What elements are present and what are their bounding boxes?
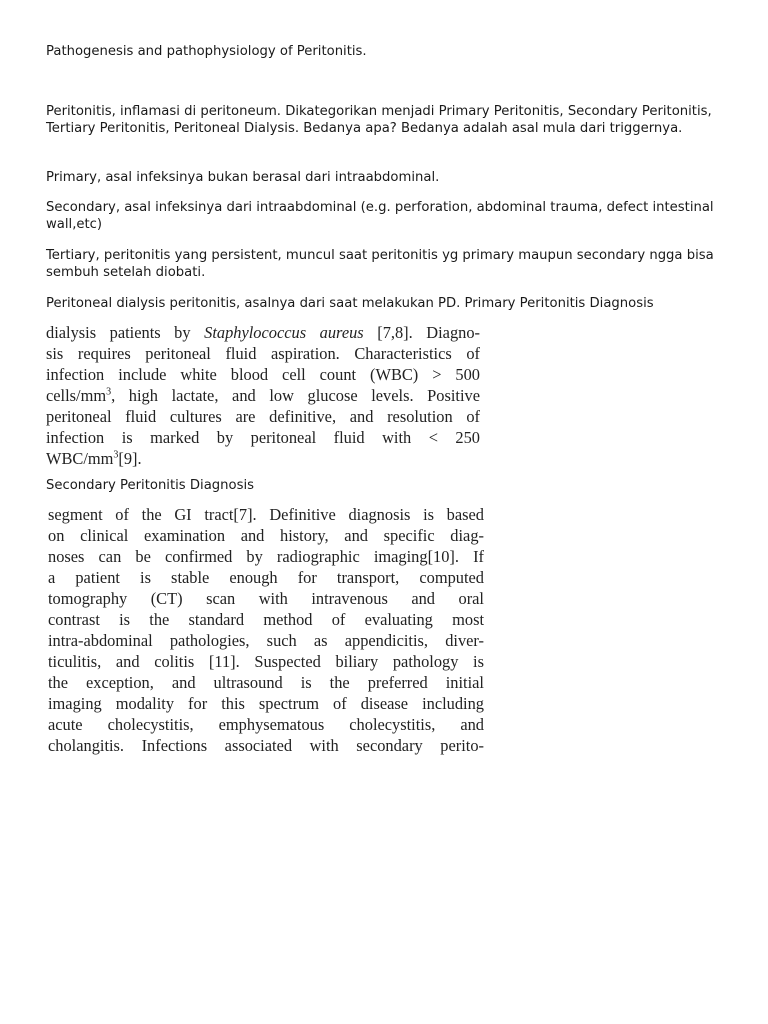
excerpt-line: cells/$mm^3$, high lactate, and low glucose levels. Positive [46, 386, 480, 405]
excerpt-line: infection is marked by peritoneal fluid with < 250 [46, 428, 480, 447]
excerpt-line: ticulitis, and colitis [11]. Suspected biliary pathology is [48, 652, 484, 671]
excerpt-line: acute cholecystitis, emphysematous cholecystitis, and [48, 715, 484, 734]
excerpt-line: a patient is stable enough for transport, computed [48, 568, 484, 587]
excerpt-line: infection include white blood cell count (WBC) > 500 [46, 365, 480, 384]
excerpt-line: intra-abdominal pathologies, such as appendicitis, diver- [48, 631, 484, 650]
excerpt-line: dialysis patients by Staphylococcus aureus [7,8]. Diagno- [46, 323, 481, 342]
paragraph-intro: Peritonitis, inflamasi di peritoneum. Dikategorikan menjadi Primary Peritonitis, Secondary Peritonitis, Tertiary Peritonitis, Peritoneal Dialysis. Bedanya apa? Bedanya adalah asal mula dari triggernya. [46, 104, 712, 136]
document-title: Pathogenesis and pathophysiology of Peritonitis. [46, 44, 367, 59]
excerpt-line: peritoneal fluid cultures are definitive, and resolution of [46, 407, 480, 426]
paragraph-primary: Primary, asal infeksinya bukan berasal dari intraabdominal. [46, 170, 440, 185]
excerpt-line: WBC/$mm^3[9]$. [46, 449, 142, 468]
excerpt-primary-diagnosis [46, 322, 480, 469]
subheading-secondary-diagnosis: Secondary Peritonitis Diagnosis [46, 478, 254, 493]
excerpt-line: imaging modality for this spectrum of disease including [48, 694, 484, 713]
excerpt-line: on clinical examination and history, and specific diag- [48, 526, 484, 545]
excerpt-line: cholangitis. Infections associated with secondary perito- [48, 736, 484, 755]
excerpt-secondary-diagnosis [48, 504, 484, 756]
excerpt-line: tomography (CT) scan with intravenous and oral [48, 589, 484, 608]
excerpt-line: segment of the GI tract[7]. Definitive diagnosis is based [48, 505, 484, 524]
excerpt-line: contrast is the standard method of evaluating most [48, 610, 484, 629]
paragraph-secondary: Secondary, asal infeksinya dari intraabdominal (e.g. perforation, abdominal trauma, defect intestinal wall,etc) [46, 200, 714, 232]
excerpt-line: the exception, and ultrasound is the preferred initial [48, 673, 484, 692]
excerpt-line: noses can be confirmed by radiographic imaging[10]. If [48, 547, 484, 566]
paragraph-dialysis: Peritoneal dialysis peritonitis, asalnya dari saat melakukan PD. Primary Peritonitis Diagnosis [46, 296, 654, 311]
paragraph-tertiary: Tertiary, peritonitis yang persistent, muncul saat peritonitis yg primary maupun secondary ngga bisa sembuh setelah diobati. [46, 248, 714, 280]
excerpt-line: sis requires peritoneal fluid aspiration. Characteristics of [46, 344, 480, 363]
